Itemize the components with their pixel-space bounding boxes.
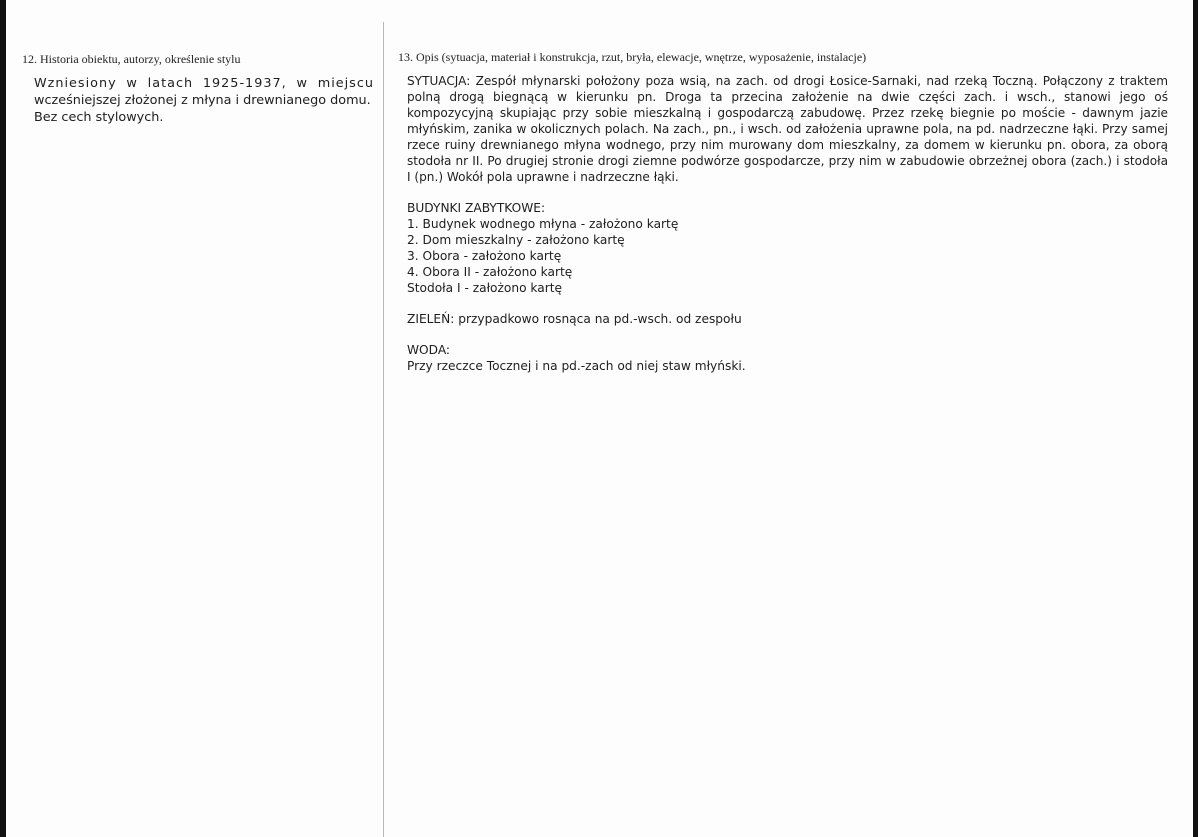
building-item: Stodoła I - założono kartę: [407, 281, 563, 295]
water-title: WODA:: [407, 343, 451, 357]
water-text: Przy rzeczce Tocznej i na pd.-zach od niej staw młyński.: [407, 359, 746, 373]
section-history: [22, 52, 374, 126]
building-item: 3. Obora - założono kartę: [407, 249, 562, 263]
history-line: Wzniesiony w latach 1925-1937, w miejscu: [34, 76, 374, 91]
scan-border-left: [0, 0, 6, 837]
description-heading: 13. Opis (sytuacja, materiał i konstrukcja, rzut, bryła, elewacje, wnętrze, wyposażenie, instalacje): [398, 50, 867, 64]
building-item: 4. Obora II - założono kartę: [407, 265, 573, 279]
history-line: Bez cech stylowych.: [34, 110, 164, 125]
history-line: wcześniejszej złożonej z młyna i drewnianego domu.: [34, 93, 371, 108]
history-heading: 12. Historia obiektu, autorzy, określenie stylu: [22, 52, 241, 66]
column-divider: [383, 22, 384, 837]
water-block: [407, 342, 1168, 374]
greenery-text: ZIELEŃ: przypadkowo rosnąca na pd.-wsch. od zespołu: [407, 312, 742, 326]
building-item: 1. Budynek wodnego młyna - założono kartę: [407, 217, 679, 231]
greenery-block: [407, 311, 1168, 327]
situation-paragraph: SYTUACJA: Zespół młynarski położony poza wsią, na zach. od drogi Łosice-Sarnaki, nad rzeką Toczną. Połączony z traktem polną drogą biegnącą w kierunku pn. Droga ta przecina założenie na dwie części zach. i wsch., stanowi jego oś kompozycyjną skupiając przy sobie mieszkalną i gospodarczą zabudowę. Przez rzekę biegnie po moście - dawnym jazie młyńskim, zanika w okolicznych polach. Na zach., pn., i wsch. od założenia uprawne pola, na pd. nadrzeczne łąki. Przy samej rzece ruiny drewnianego młyna wodnego, przy nim murowany dom mieszkalny, za domem w kierunku pn. obora, za oborą stodoła nr II. Po drugiej stronie drogi ziemne podwórze gospodarcze, przy nim w zabudowie obrzeżnej obora (zach.) i stodoła I (pn.) Wokół pola uprawne i nadrzeczne łąki.: [407, 74, 1168, 184]
section-description: [398, 50, 1168, 374]
history-text: [22, 75, 374, 126]
buildings-title: BUDYNKI ZABYTKOWE:: [407, 201, 546, 215]
building-item: 2. Dom mieszkalny - założono kartę: [407, 233, 625, 247]
buildings-block: [407, 200, 1168, 296]
scan-border-right: [1193, 0, 1198, 837]
